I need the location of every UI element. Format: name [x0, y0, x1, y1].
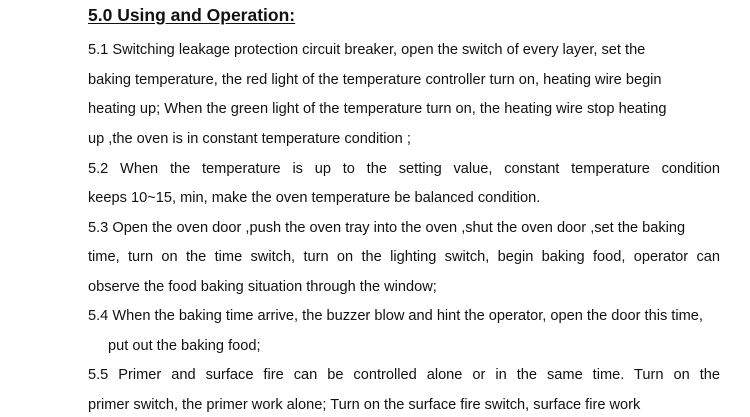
- paragraph-5-5-line-1: 5.5 Primer and surface fire can be controlled alone or in the same time. Turn on the: [88, 367, 720, 383]
- paragraph-5-4-line-2: put out the baking food;: [108, 338, 261, 354]
- paragraph-5-1-line-1: 5.1 Switching leakage protection circuit breaker, open the switch of every layer, set the: [88, 42, 646, 58]
- section-heading: 5.0 Using and Operation:: [88, 5, 296, 25]
- paragraph-5-3-line-1: 5.3 Open the oven door ,push the oven tray into the oven ,shut the oven door ,set the baking: [88, 220, 686, 236]
- paragraph-5-4-line-1: 5.4 When the baking time arrive, the buzzer blow and hint the operator, open the door this time,: [88, 308, 703, 324]
- paragraph-5-2-line-1: 5.2 When the temperature is up to the setting value, constant temperature condition: [88, 161, 720, 177]
- paragraph-5-1-line-2: baking temperature, the red light of the temperature controller turn on, heating wire begin: [88, 72, 662, 88]
- paragraph-5-3-line-3: observe the food baking situation through the window;: [88, 279, 437, 295]
- paragraph-5-1-line-4: up ,the oven is in constant temperature condition ;: [88, 131, 411, 147]
- paragraph-5-5-line-2: primer switch, the primer work alone; Turn on the surface fire switch, surface fire work: [88, 397, 641, 413]
- paragraph-5-1-line-3: heating up; When the green light of the temperature turn on, the heating wire stop heating: [88, 101, 667, 117]
- paragraph-5-2-line-2: keeps 10~15, min, make the oven temperature be balanced condition.: [88, 190, 541, 206]
- paragraph-5-3-line-2: time, turn on the time switch, turn on the lighting switch, begin baking food, operator can: [88, 249, 720, 265]
